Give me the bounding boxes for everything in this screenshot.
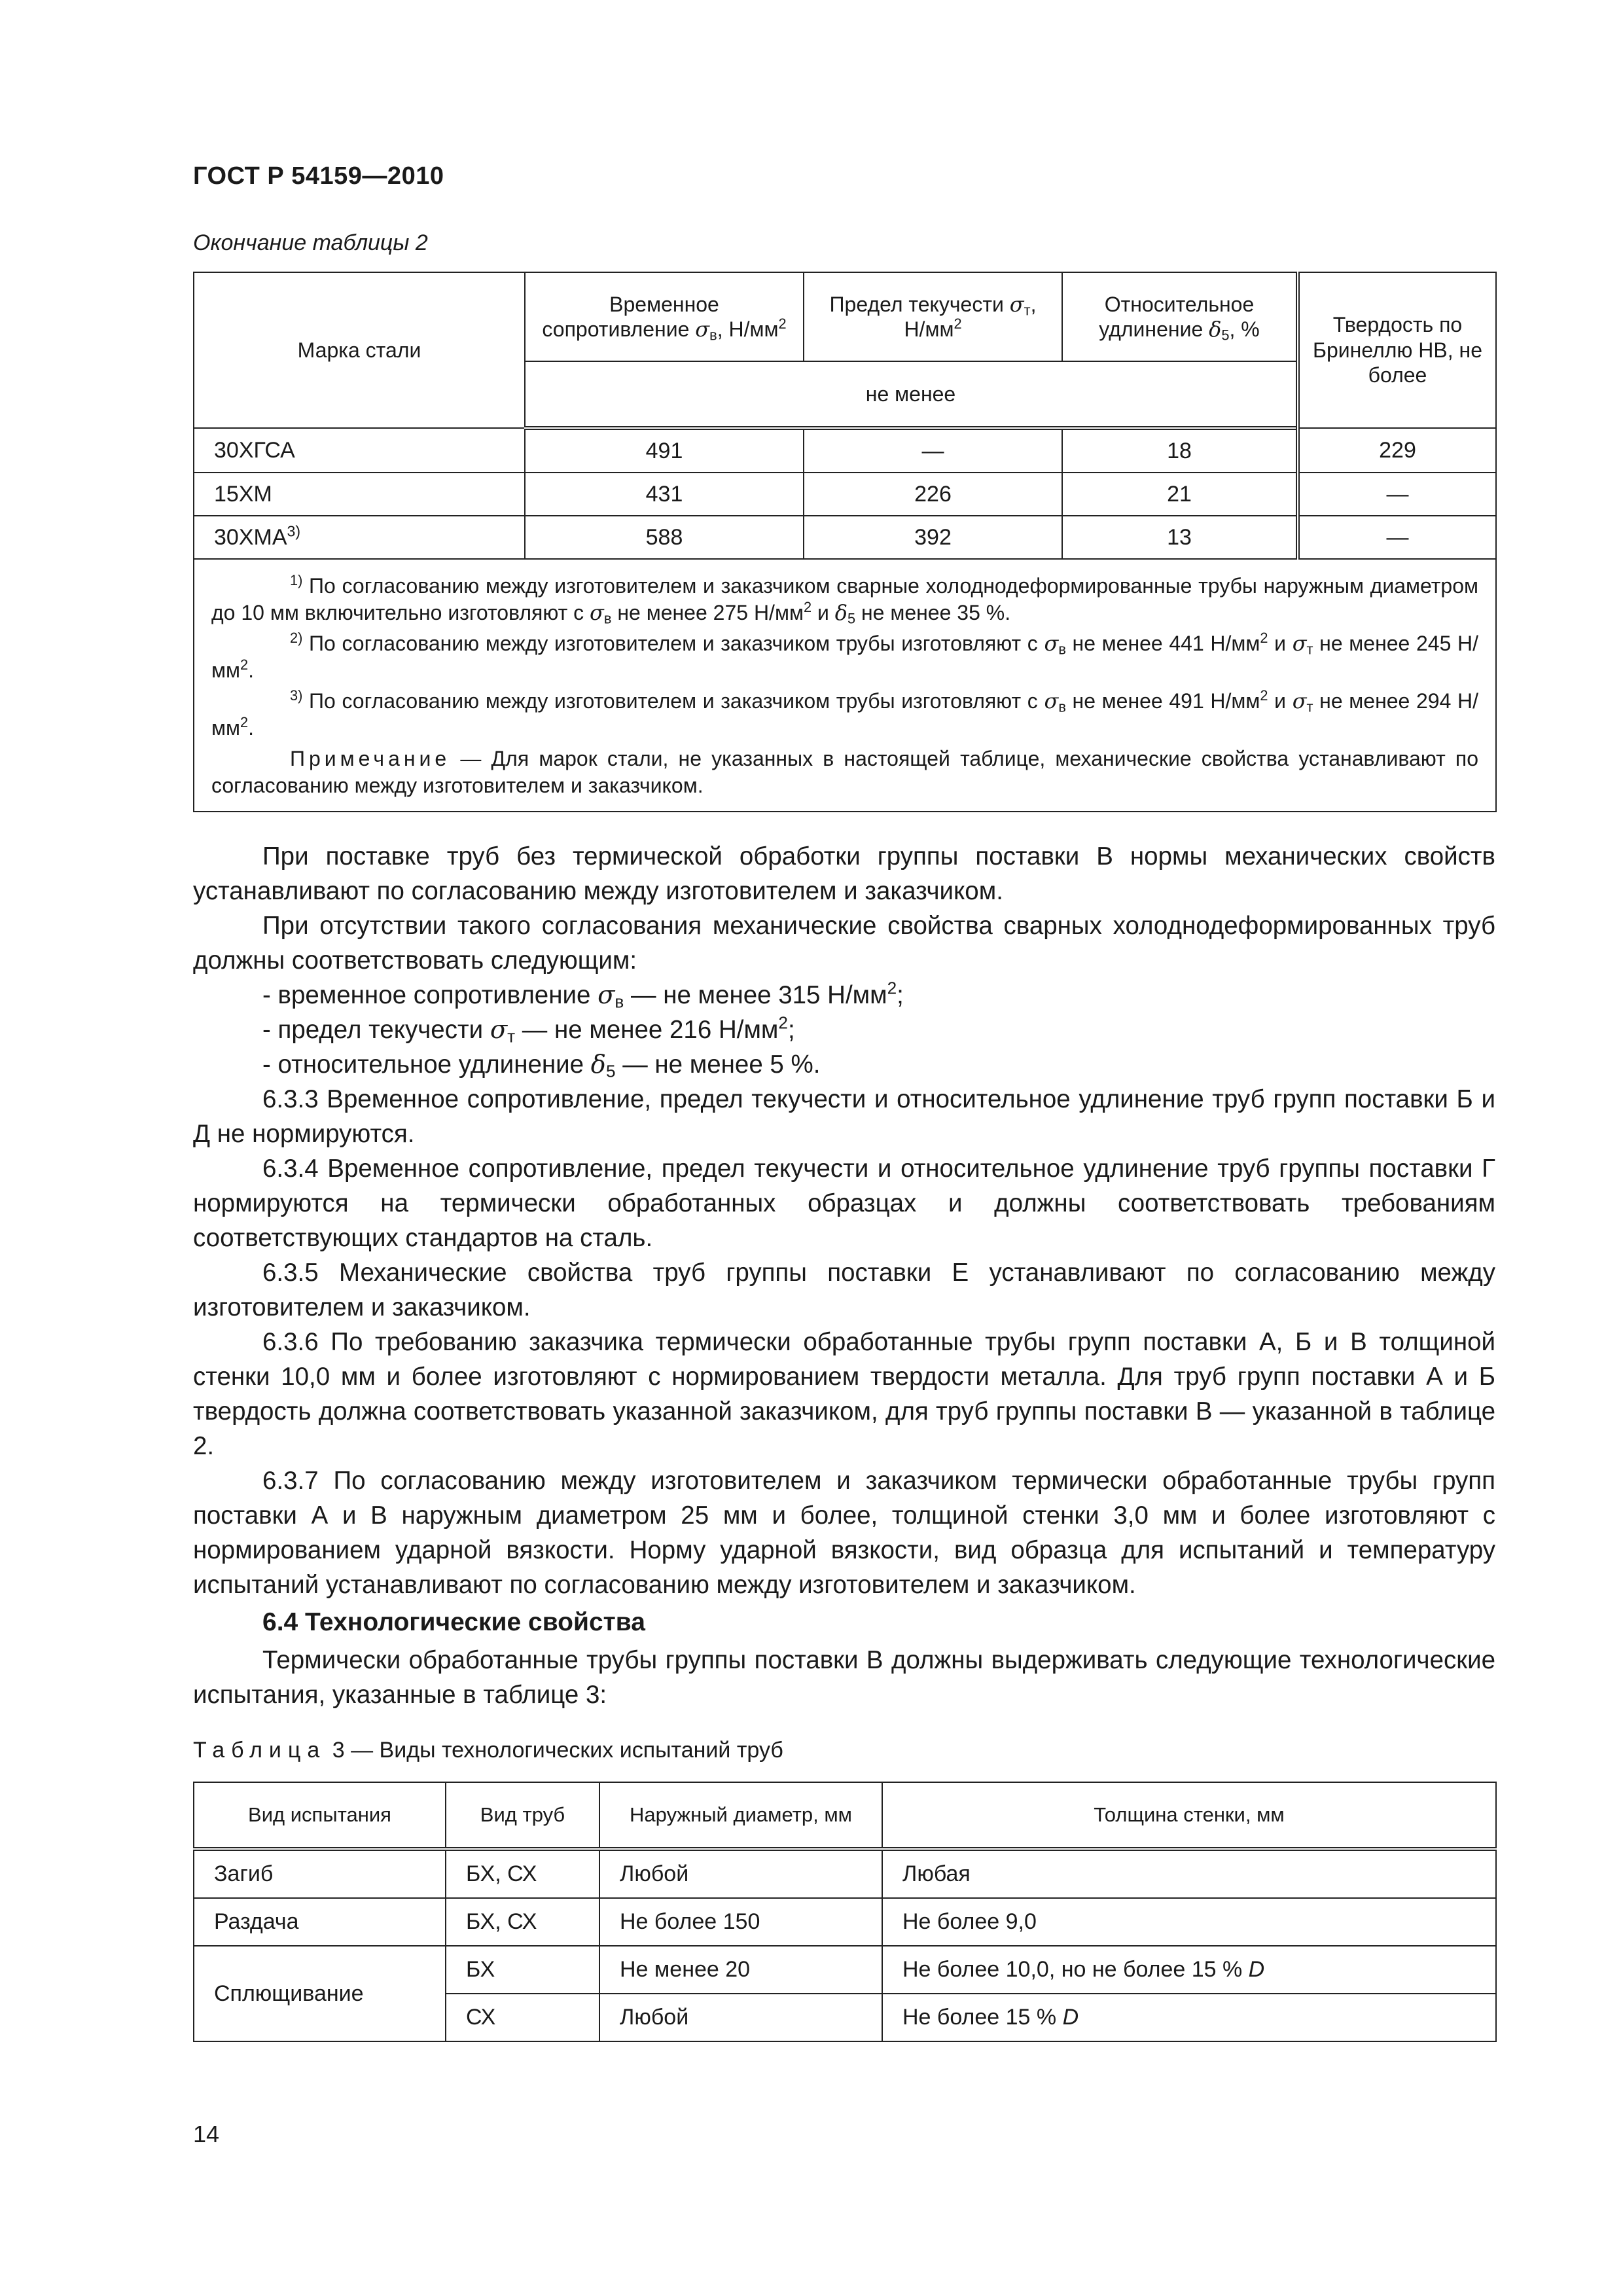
table2: [193, 272, 1497, 812]
table2-cell-yield: —: [804, 428, 1062, 473]
table3-header-wall: Толщина стенки, мм: [882, 1782, 1496, 1849]
table2-cell-hardness: —: [1298, 473, 1496, 516]
table-row: [194, 1898, 1496, 1946]
table3-cell-wall: Не более 15 % D: [882, 1994, 1496, 2041]
table3-caption: Таблица 3 — Виды технологических испытаний труб: [193, 1738, 783, 1763]
table3-cell-diameter: Любой: [599, 1849, 882, 1898]
table3-header-row: [194, 1782, 1496, 1849]
table2-cell-tensile: 588: [525, 516, 804, 559]
table2-cell-grade: 15ХМ: [194, 473, 525, 516]
table2-cell-grade: 30ХГСА: [194, 428, 525, 473]
table2-cell-elongation: 18: [1062, 428, 1298, 473]
paragraph-6-3-7: 6.3.7 По согласованию между изготовителем и заказчиком термически обработанные трубы групп поставки А и В наружным диаметром 25 мм и более, толщиной стенки 3,0 мм и более изготовляют с нормированием ударной вязкости. Норму ударной вязкости, вид образца для испытаний и температуру испытаний устанавливают по согласованию между изготовителем и заказчиком.: [193, 1467, 1495, 1599]
table2-header-grade: Марка стали: [194, 272, 525, 428]
table-row: [194, 1946, 1496, 1994]
table3-cell-wall: Не более 10,0, но не более 15 % D: [882, 1946, 1496, 1994]
table-row: [194, 428, 1496, 473]
table2-header-tensile: Временное сопротивление $\sigma_в$, $Н/мм^2$: [525, 272, 804, 361]
paragraph-6-3-5: 6.3.5 Механические свойства труб группы поставки Е устанавливают по согласованию между изготовителем и заказчиком.: [193, 1259, 1495, 1321]
paragraph-no-agreement: При отсутствии такого согласования механические свойства сварных холоднодеформированных труб должны соответствовать следующим:: [193, 912, 1495, 975]
table-row: [194, 1849, 1496, 1898]
table-row: [194, 516, 1496, 559]
body-text: [193, 839, 1495, 1712]
footnote-2: $^{2)}$ По согласованию между изготовителем и заказчиком трубы изготовляют с $\sigma_в$ не менее 441 $Н/мм^2$ и $\sigma_т$ не менее 245 $Н/мм^2$.: [211, 629, 1479, 682]
table2-notes: [194, 559, 1496, 812]
paragraph-6-3-4: 6.3.4 Временное сопротивление, предел текучести и относительное удлинение труб группы поставки Г нормируются на термически обработанных образцах и должны соответствовать требованиям соответствующих стандартов на сталь.: [193, 1155, 1495, 1252]
table3-cell-test: Сплющивание: [194, 1946, 446, 2041]
table2-caption: Окончание таблицы 2: [193, 230, 428, 255]
table3-cell-diameter: Не более 150: [599, 1898, 882, 1946]
paragraph-6-3-3: 6.3.3 Временное сопротивление, предел текучести и относительное удлинение труб групп поставки Б и Д не нормируются.: [193, 1085, 1495, 1148]
table3-header-pipe: Вид труб: [446, 1782, 599, 1849]
table2-cell-yield: 392: [804, 516, 1062, 559]
paragraph-6-3-6: 6.3.6 По требованию заказчика термически обработанные трубы групп поставки А, Б и В толщиной стенки 10,0 мм и более изготовляют с нормированием твердости металла. Для труб групп поставки А и Б твердость должна соответствовать указанной заказчиком, для труб группы поставки В — указанной в таблице 2.: [193, 1328, 1495, 1460]
table3-cell-diameter: Любой: [599, 1994, 882, 2041]
table2-header-row: [194, 272, 1496, 361]
table2-notes-row: [194, 559, 1496, 812]
list-item: - предел текучести $\sigma_т$ — не менее 216 $Н/мм^2$;: [262, 1013, 795, 1047]
table3-cell-pipe: БХ, СХ: [446, 1849, 599, 1898]
table3-cell-pipe: БХ: [446, 1946, 599, 1994]
table3-cell-diameter: Не менее 20: [599, 1946, 882, 1994]
table3-cell-test: Раздача: [194, 1898, 446, 1946]
table2-header-hardness: Твердость по Бринеллю НВ, не более: [1298, 272, 1496, 428]
table2-cell-tensile: 491: [525, 428, 804, 473]
paragraph-no-heat-treatment: При поставке труб без термической обработки группы поставки В нормы механических свойств устанавливают по согласованию между изготовителем и заказчиком.: [193, 842, 1495, 905]
table3-header-diameter: Наружный диаметр, мм: [599, 1782, 882, 1849]
table2-remark: Примечание — Для марок стали, не указанных в настоящей таблице, механические свойства устанавливают по согласованию между изготовителем и заказчиком.: [211, 746, 1478, 797]
table2-cell-elongation: 13: [1062, 516, 1298, 559]
table3-cell-pipe: БХ, СХ: [446, 1898, 599, 1946]
table3-cell-pipe: СХ: [446, 1994, 599, 2041]
list-item: - временное сопротивление $\sigma_в$ — не менее 315 $Н/мм^2$;: [262, 978, 904, 1012]
table2-cell-yield: 226: [804, 473, 1062, 516]
table3-cell-test: Загиб: [194, 1849, 446, 1898]
table2-cell-elongation: 21: [1062, 473, 1298, 516]
table2-cell-tensile: 431: [525, 473, 804, 516]
table2-cell-grade: 30ХМА$^{3)}$: [194, 516, 525, 559]
table2-header-yield: Предел текучести $\sigma_т$, $Н/мм^2$: [804, 272, 1062, 361]
footnote-1: $^{1)}$ По согласованию между изготовителем и заказчиком сварные холоднодеформированные трубы наружным диаметром до 10 мм включительно изготовляют с $\sigma_в$ не менее 275 $Н/мм^2$ и $\delta_5$ не менее 35 %.: [211, 572, 1478, 627]
table2-header-not-less: не менее: [525, 361, 1298, 428]
list-item: - относительное удлинение $\delta_5$ — не менее 5 %.: [262, 1050, 821, 1081]
table2-cell-hardness: —: [1298, 516, 1496, 559]
footnote-3: $^{3)}$ По согласованию между изготовителем и заказчиком трубы изготовляют с $\sigma_в$ не менее 491 $Н/мм^2$ и $\sigma_т$ не менее 294 $Н/мм^2$.: [211, 687, 1479, 740]
table2-cell-hardness: 229: [1298, 428, 1496, 473]
table3-cell-wall: Любая: [882, 1849, 1496, 1898]
standard-header: ГОСТ Р 54159—2010: [193, 162, 444, 190]
table3-header-test: Вид испытания: [194, 1782, 446, 1849]
table-row: [194, 473, 1496, 516]
table3-cell-wall: Не более 9,0: [882, 1898, 1496, 1946]
page-number: 14: [193, 2121, 220, 2147]
table2-header-elongation: Относительное удлинение $\delta_5$, %: [1062, 272, 1298, 361]
table3: [193, 1782, 1497, 2042]
paragraph-6-4: Термически обработанные трубы группы поставки В должны выдерживать следующие технологические испытания, указанные в таблице 3:: [193, 1646, 1495, 1709]
section-heading-6-4: 6.4 Технологические свойства: [262, 1608, 645, 1636]
